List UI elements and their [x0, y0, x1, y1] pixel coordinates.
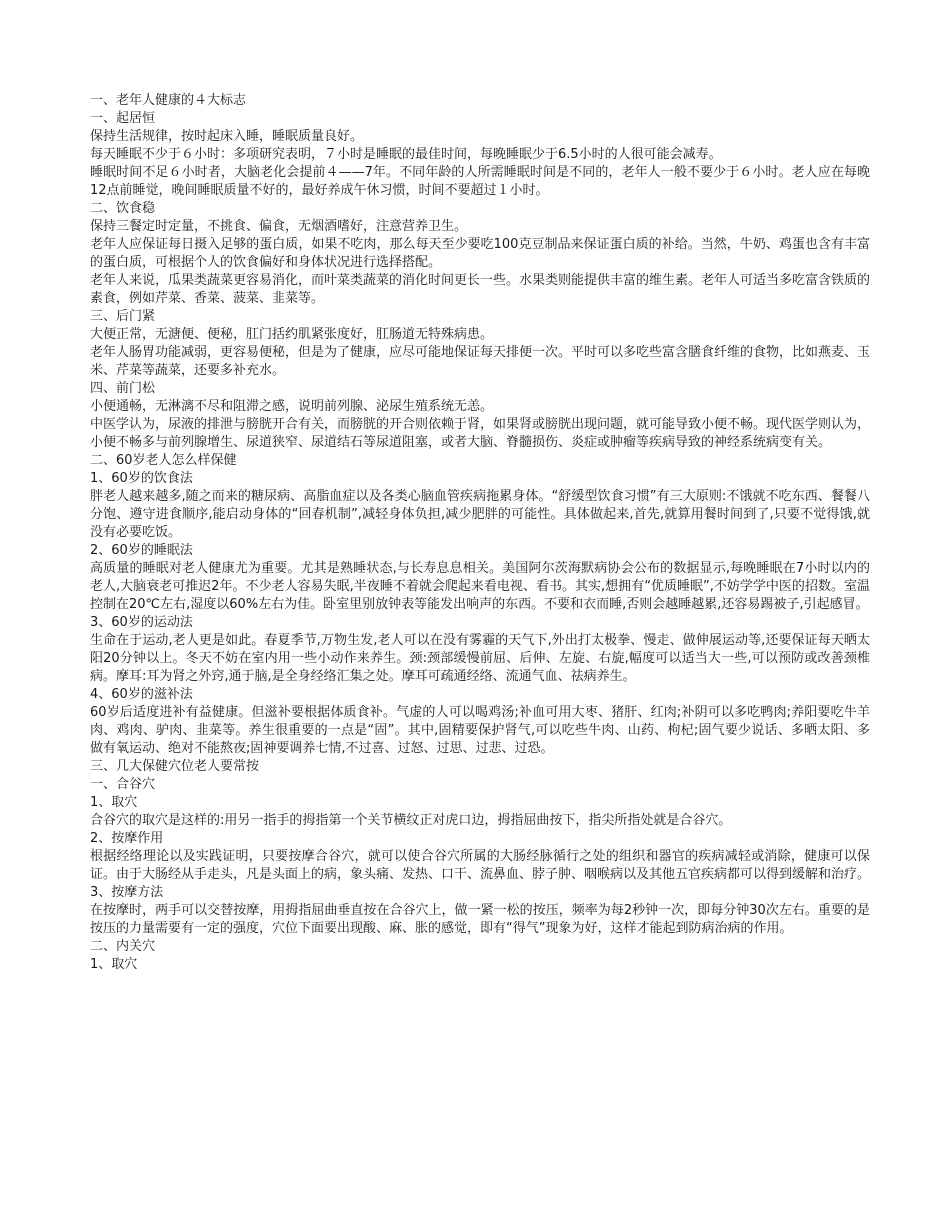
paragraph: 老年人来说，瓜果类蔬菜更容易消化，而叶菜类蔬菜的消化时间更长一些。水果类则能提供丰富的维生素。老年人可适当多吃富含铁质的素食，例如芹菜、香菜、菠菜、韭菜等。 — [90, 273, 871, 306]
paragraph: 老年人应保证每日摄入足够的蛋白质，如果不吃肉，那么每天至少要吃100克豆制品来保证蛋白质的补给。当然，牛奶、鸡蛋也含有丰富的蛋白质，可根据个人的饮食偏好和身体状况进行选择搭配。 — [90, 237, 870, 270]
paragraph: 每天睡眠不少于６小时：多项研究表明，７小时是睡眠的最佳时间，每晚睡眠少于6.5小时的人很可能会减寿。 — [90, 147, 722, 162]
paragraph: 高质量的睡眠对老人健康尤为重要。尤其是熟睡状态,与长寿息息相关。美国阿尔茨海默病协会公布的数据显示,每晚睡眠在7小时以内的老人,大脑衰老可推迟2年。不少老人容易失眠,半夜睡不着就会爬起来看电视、看书。其实,想拥有“优质睡眠”,不妨学学中医的招数。室温控制在20℃左右,湿度以60%左右为佳。卧室里别放钟表等能发出响声的东西。不要和衣而睡,否则会越睡越累,还容易踢被子,引起感冒。 — [90, 561, 870, 612]
subsection-title: 4、60岁的滋补法 — [90, 687, 193, 702]
section-title: 二、60岁老人怎么样保健 — [90, 453, 237, 468]
subsection-title: 3、按摩方法 — [90, 885, 164, 900]
section-title: 一、老年人健康的４大标志 — [90, 93, 247, 108]
subsection-title: 1、取穴 — [90, 795, 138, 810]
section-title: 三、几大保健穴位老人要常按 — [90, 759, 260, 774]
paragraph: 大便正常，无溏便、便秘，肛门括约肌紧张度好，肛肠道无特殊病患。 — [90, 327, 494, 342]
subsection-title: 2、60岁的睡眠法 — [90, 543, 193, 558]
subsection-title: 三、后门紧 — [90, 309, 156, 324]
subsection-title: 一、起居恒 — [90, 111, 156, 126]
paragraph: 合谷穴的取穴是这样的:用另一指手的拇指第一个关节横纹正对虎口边，拇指屈曲按下，指尖所指处就是合谷穴。 — [90, 813, 732, 828]
subsection-title: 1、60岁的饮食法 — [90, 471, 193, 486]
subsection-title: 1、取穴 — [90, 957, 138, 972]
subsection-title: 2、按摩作用 — [90, 831, 164, 846]
subsection-title: 一、合谷穴 — [90, 777, 156, 792]
subsection-title: 四、前门松 — [90, 381, 156, 396]
subsection-title: 二、饮食稳 — [90, 201, 156, 216]
subsection-title: 二、内关穴 — [90, 939, 156, 954]
paragraph: 小便通畅，无淋漓不尽和阻滞之感，说明前列腺、泌尿生殖系统无恙。 — [90, 399, 494, 414]
document-page — [90, 92, 870, 974]
paragraph: 睡眠时间不足６小时者，大脑老化会提前４——7年。不同年龄的人所需睡眠时间是不同的，老年人一般不要少于６小时。老人应在每晚12点前睡觉，晚间睡眠质量不好的，最好养成午休习惯，时间不要超过１小时。 — [90, 165, 870, 198]
paragraph: 保持三餐定时定量，不挑食、偏食，无烟酒嗜好，注意营养卫生。 — [90, 219, 468, 234]
paragraph: 60岁后适度进补有益健康。但滋补要根据体质食补。气虚的人可以喝鸡汤;补血可用大枣、猪肝、红肉;补阴可以多吃鸭肉;养阳要吃牛羊肉、鸡肉、驴肉、韭菜等。养生很重要的一点是“固”。其中,固精要保护肾气,可以吃些牛肉、山药、枸杞;固气要少说话、多晒太阳、多做有氧运动、绝对不能熬夜;固神要调养七情,不过喜、过怒、过思、过悲、过恐。 — [90, 705, 870, 756]
paragraph: 中医学认为，尿液的排泄与膀胱开合有关，而膀胱的开合则依赖于肾，如果肾或膀胱出现问题，就可能导致小便不畅。现代医学则认为，小便不畅多与前列腺增生、尿道狭窄、尿道结石等尿道阻塞，或者大脑、脊髓损伤、炎症或肿瘤等疾病导致的神经系统病变有关。 — [90, 417, 871, 450]
paragraph: 老年人肠胃功能减弱，更容易便秘，但是为了健康，应尽可能地保证每天排便一次。平时可以多吃些富含膳食纤维的食物，比如燕麦、玉米、芹菜等蔬菜，还要多补充水。 — [90, 345, 871, 378]
paragraph: 根据经络理论以及实践证明，只要按摩合谷穴，就可以使合谷穴所属的大肠经脉循行之处的组织和器官的疾病减轻或消除，健康可以保证。由于大肠经从手走头，凡是头面上的病，象头痛、发热、口干、流鼻血、脖子肿、咽喉病以及其他五官疾病都可以得到缓解和治疗。 — [90, 849, 871, 882]
subsection-title: 3、60岁的运动法 — [90, 615, 193, 630]
paragraph: 保持生活规律，按时起床入睡，睡眠质量良好。 — [90, 129, 364, 144]
paragraph: 胖老人越来越多,随之而来的糖尿病、高脂血症以及各类心脑血管疾病拖累身体。“舒缓型饮食习惯”有三大原则:不饿就不吃东西、餐餐八分饱、遵守进食顺序,能启动身体的“回春机制”,减轻身体负担,减少肥胖的可能性。具体做起来,首先,就算用餐时间到了,只要不觉得饿,就没有必要吃饭。 — [90, 489, 870, 540]
paragraph: 生命在于运动,老人更是如此。春夏季节,万物生发,老人可以在没有雾霾的天气下,外出打太极拳、慢走、做伸展运动等,还要保证每天晒太阳20分钟以上。冬天不妨在室内用一些小动作来养生。颈:颈部缓慢前屈、后伸、左旋、右旋,幅度可以适当大一些,可以预防或改善颈椎病。摩耳:耳为肾之外窍,通于脑,是全身经络汇集之处。摩耳可疏通经络、流通气血、祛病养生。 — [90, 633, 870, 684]
paragraph: 在按摩时，两手可以交替按摩，用拇指屈曲垂直按在合谷穴上，做一紧一松的按压，频率为每2秒钟一次，即每分钟30次左右。重要的是按压的力量需要有一定的强度，穴位下面要出现酸、麻、胀的感觉，即有“得气”现象为好，这样才能起到防病治病的作用。 — [90, 903, 870, 936]
